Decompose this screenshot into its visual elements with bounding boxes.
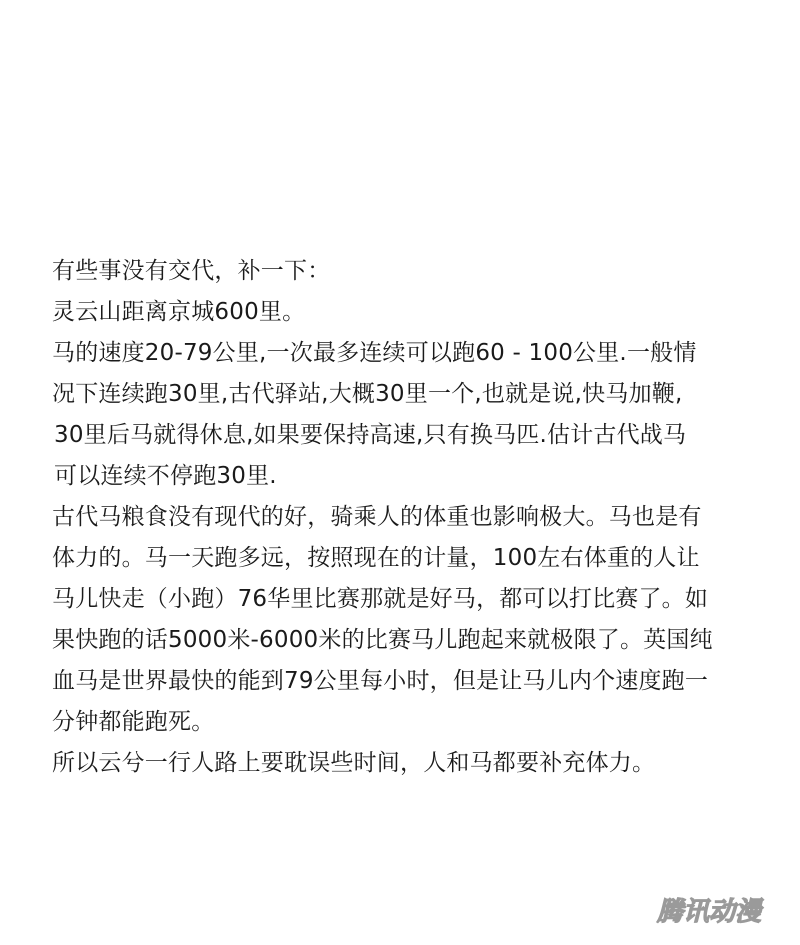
note-line-10: 果快跑的话5000米-6000米的比赛马儿跑起来就极限了。英国纯 (52, 627, 713, 653)
author-note (52, 251, 752, 784)
note-line-3: 马的速度20-79公里,一次最多连续可以跑60 - 100公里.一般情 (52, 340, 697, 366)
watermark-text: 腾讯动漫 (656, 897, 762, 927)
note-line-4: 况下连续跑30里,古代驿站,大概30里一个,也就是说,快马加鞭, (52, 381, 683, 407)
watermark-logo-graphic (650, 893, 768, 927)
note-line-11: 血马是世界最快的能到79公里每小时，但是让马儿内个速度跑一 (52, 668, 709, 694)
note-line-1: 有些事没有交代，补一下： (52, 258, 331, 284)
note-line-12: 分钟都能跑死。 (52, 709, 215, 735)
note-line-13: 所以云兮一行人路上要耽误些时间，人和马都要补充体力。 (52, 750, 656, 776)
note-line-8: 体力的。马一天跑多远，按照现在的计量，100左右体重的人让 (52, 545, 700, 571)
note-line-9: 马儿快走（小跑）76华里比赛那就是好马，都可以打比赛了。如 (52, 586, 709, 612)
note-line-6: 可以连续不停跑30里. (54, 463, 277, 489)
note-line-5: 30里后马就得休息,如果要保持高速,只有换马匹.估计古代战马 (54, 422, 687, 448)
note-line-7: 古代马粮食没有现代的好，骑乘人的体重也影响极大。马也是有 (52, 504, 702, 530)
note-line-2: 灵云山距离京城600里。 (52, 299, 306, 325)
watermark-logo (650, 893, 768, 927)
